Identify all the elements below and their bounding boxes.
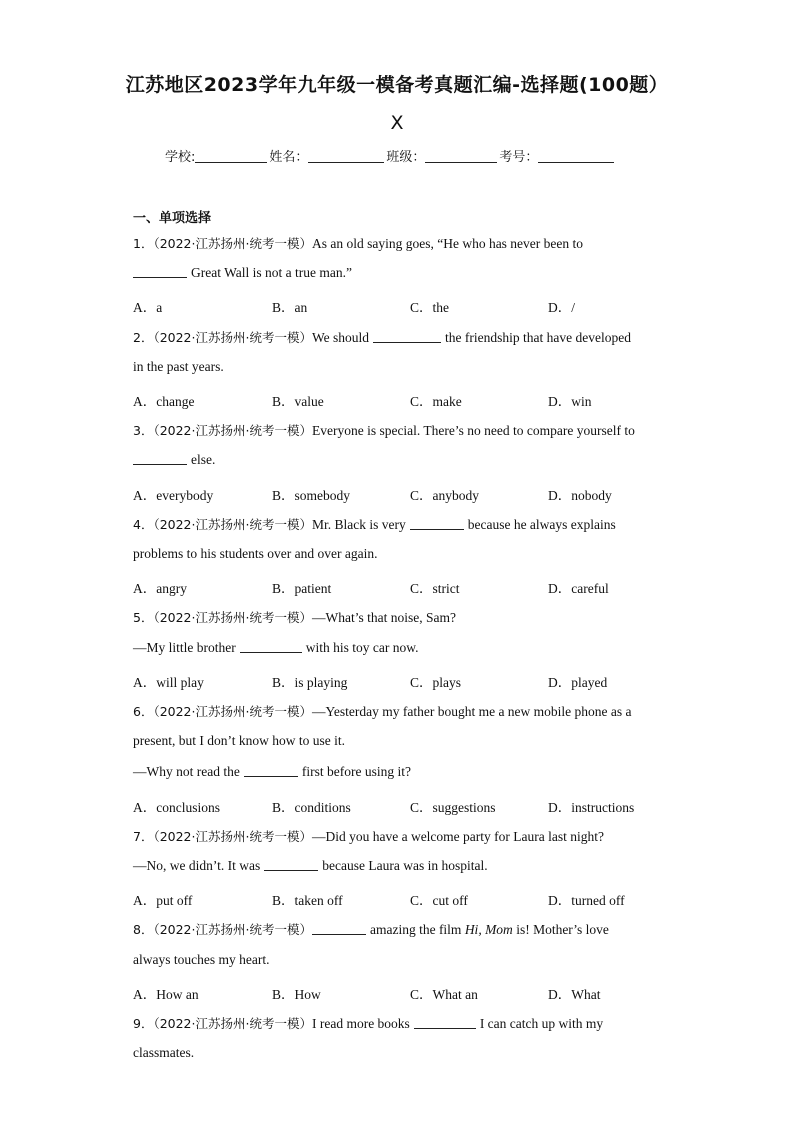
document-title: 江苏地区2023学年九年级一模备考真题汇编-选择题(100题） <box>125 74 669 96</box>
question-9-line-1: 9．（2022·江苏扬州·统考一模）I read more books I can catch up with my <box>133 1016 604 1031</box>
option-c: C．strict <box>410 581 460 596</box>
answer-blank <box>264 858 318 871</box>
question-1-line-2: Great Wall is not a true man.” <box>133 265 352 281</box>
question-4-line-1: 4．（2022·江苏扬州·统考一模）Mr. Black is very because he always explains <box>133 517 616 532</box>
option-a: A．angry <box>133 581 187 596</box>
option-d: D．instructions <box>548 800 635 815</box>
answer-blank <box>414 1016 476 1029</box>
question-3-line-1: 3．（2022·江苏扬州·统考一模）Everyone is special. There’s no need to compare yourself to <box>133 423 635 438</box>
question-7-line-2: —No, we didn’t. It was because Laura was in hospital. <box>133 858 488 873</box>
option-d: D．win <box>548 394 592 409</box>
option-d: D．What <box>548 987 601 1002</box>
answer-blank <box>133 452 187 465</box>
option-b: B．How <box>272 987 321 1002</box>
question-2-line-2: in the past years. <box>133 359 224 374</box>
option-b: B．is playing <box>272 675 348 690</box>
option-d: D．played <box>548 675 608 690</box>
option-a: A．a <box>133 300 163 315</box>
exam-number-blank <box>538 149 614 163</box>
question-6-line-2: present, but I don’t know how to use it. <box>133 733 345 748</box>
question-7-line-1: 7．（2022·江苏扬州·统考一模）—Did you have a welcome party for Laura last night? <box>133 829 604 844</box>
answer-blank <box>373 330 441 343</box>
option-a: A．How an <box>133 987 199 1002</box>
option-b: B．patient <box>272 581 332 596</box>
question-4-line-2: problems to his students over and over again. <box>133 546 378 561</box>
option-b: B．somebody <box>272 488 351 503</box>
option-b: B．conditions <box>272 800 351 815</box>
option-c: C．the <box>410 300 449 315</box>
question-2-line-1: 2．（2022·江苏扬州·统考一模）We should the friendship that have developed <box>133 330 631 345</box>
option-a: A．put off <box>133 893 193 908</box>
name-blank <box>308 149 384 163</box>
answer-blank <box>133 265 187 278</box>
question-5-line-2: —My little brother with his toy car now. <box>133 640 419 655</box>
question-8-line-2: always touches my heart. <box>133 952 270 967</box>
question-8-line-1: 8．（2022·江苏扬州·统考一模） amazing the film Hi, Mom is! Mother’s love <box>133 922 609 937</box>
class-blank <box>425 149 497 163</box>
question-3-line-2: else. <box>133 452 215 468</box>
option-a: A．everybody <box>133 488 214 503</box>
school-blank <box>195 149 267 163</box>
question-6-line-3: —Why not read the first before using it? <box>133 764 411 779</box>
option-c: C．suggestions <box>410 800 496 815</box>
option-b: B．an <box>272 300 308 315</box>
name-label: 姓名： <box>269 150 309 165</box>
option-c: C．plays <box>410 675 462 690</box>
question-6-line-1: 6．（2022·江苏扬州·统考一模）—Yesterday my father bought me a new mobile phone as a <box>133 704 632 719</box>
option-d: D．/ <box>548 300 575 315</box>
option-a: A．will play <box>133 675 204 690</box>
school-label: 学校: <box>165 150 196 165</box>
option-a: A．change <box>133 394 195 409</box>
option-c: C．What an <box>410 987 478 1002</box>
class-label: 班级： <box>386 150 426 165</box>
answer-blank <box>410 517 464 530</box>
section-heading: 一、单项选择 <box>133 211 212 226</box>
question-1-line-1: 1．（2022·江苏扬州·统考一模）As an old saying goes, “He who has never been to <box>133 236 584 251</box>
answer-blank <box>312 922 366 935</box>
student-info-row <box>165 146 616 165</box>
document-subtitle: X <box>390 112 404 134</box>
option-c: C．cut off <box>410 893 468 908</box>
exam-number-label: 考号： <box>499 150 539 165</box>
option-d: D．careful <box>548 581 609 596</box>
answer-blank <box>244 764 298 777</box>
question-5-line-1: 5．（2022·江苏扬州·统考一模）—What’s that noise, Sam? <box>133 610 456 625</box>
question-9-line-2: classmates. <box>133 1045 195 1060</box>
answer-blank <box>240 640 302 653</box>
option-d: D．turned off <box>548 893 625 908</box>
option-c: C．make <box>410 394 462 409</box>
option-b: B．taken off <box>272 893 343 908</box>
option-c: C．anybody <box>410 488 479 503</box>
option-b: B．value <box>272 394 324 409</box>
option-a: A．conclusions <box>133 800 220 815</box>
option-d: D．nobody <box>548 488 612 503</box>
